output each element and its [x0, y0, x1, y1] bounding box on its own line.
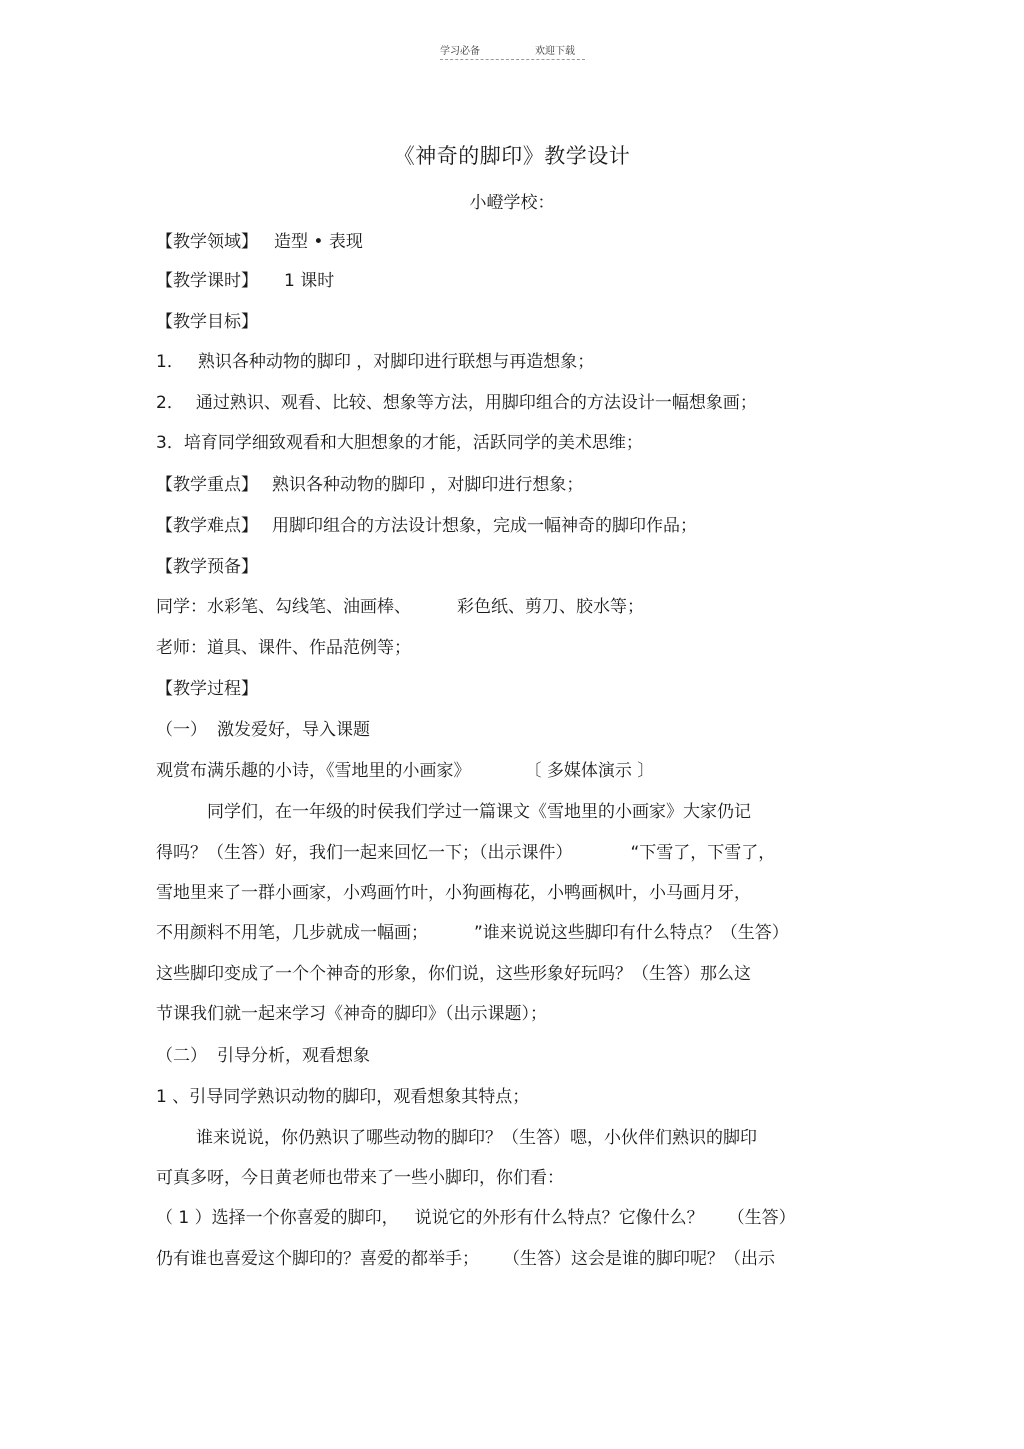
goal-text: 培育同学细致观看和大胆想象的才能，活跃同学的美术思维； — [183, 433, 643, 453]
goal-number: 1． — [156, 352, 184, 372]
para2-line-3-b: 说说它的外形有什么特点？它像什么？ — [414, 1208, 704, 1228]
header-right-text: 欢迎下载 — [535, 46, 575, 57]
para1-line-2 — [156, 841, 775, 865]
hours-value: 1 课时 — [284, 271, 335, 291]
poem-line-note: 〔 多媒体演示 〕 — [524, 761, 655, 781]
process-label: 【教学过程】 — [156, 679, 258, 699]
goal-number: 2． — [156, 393, 184, 413]
prep-students-part-a: 同学：水彩笔、勾线笔、油画棒、 — [156, 597, 411, 617]
para1-line-1: 同学们，在一年级的时侯我们学过一篇课文《雪地里的小画家》大家仍记 — [207, 802, 751, 822]
domain-label: 【教学领域】 — [156, 232, 258, 252]
domain-value: 造型 • 表现 — [274, 232, 363, 252]
goal-number: 3． — [156, 433, 184, 453]
goal-item-1 — [156, 350, 594, 374]
para2-line-3-a: （ 1 ）选择一个你喜爱的脚印， — [156, 1208, 399, 1228]
para2-line-3 — [156, 1206, 796, 1230]
difficulty-label: 【教学难点】 — [156, 516, 258, 536]
focus-label: 【教学重点】 — [156, 475, 258, 495]
hours-row — [156, 269, 334, 293]
header-left-text: 学习必备 — [440, 46, 480, 57]
header-divider — [440, 59, 585, 60]
section-2-number: （二） — [156, 1046, 207, 1066]
domain-row — [156, 230, 363, 254]
document-title: 《神奇的脚印》教学设计 — [393, 144, 631, 168]
goal-text: 通过熟识、观看、比较、想象等方法，用脚印组合的方法设计一幅想象画； — [195, 393, 757, 413]
para2-line-4-b: （生答）这会是谁的脚印呢？（出示 — [503, 1249, 775, 1269]
page-header — [440, 42, 585, 58]
para1-line-2-b: “下雪了，下雪了， — [630, 843, 776, 863]
focus-row — [156, 473, 583, 497]
prep-teacher: 老师：道具、课件、作品范例等； — [156, 638, 411, 658]
para2-line-2: 可真多呀，今日黄老师也带来了一些小脚印，你们看： — [156, 1168, 564, 1188]
goal-item-3 — [156, 431, 643, 455]
goal-text: 熟识各种动物的脚印 ，对脚印进行联想与再造想象； — [197, 352, 595, 372]
para1-line-4-a: 不用颜料不用笔，几步就成一幅画； — [156, 923, 428, 943]
section-2-heading — [156, 1044, 370, 1068]
para1-line-4-b: ”谁来说说这些脚印有什么特点？（生答） — [474, 923, 789, 943]
para2-line-4-a: 仍有谁也喜爱这个脚印的？喜爱的都举手； — [156, 1249, 479, 1269]
para2-line-1: 谁来说说，你仍熟识了哪些动物的脚印？（生答）嗯，小伙伴们熟识的脚印 — [196, 1128, 757, 1148]
para2-line-3-c: （生答） — [727, 1208, 796, 1228]
goal-item-2 — [156, 391, 757, 415]
section-2-title: 引导分析，观看想象 — [217, 1046, 370, 1066]
prep-students-part-b: 彩色纸、剪刀、胶水等； — [457, 597, 644, 617]
hours-label: 【教学课时】 — [156, 271, 258, 291]
section-1-heading — [156, 718, 370, 742]
school-name: 小嶝学校： — [469, 193, 555, 213]
para1-line-4 — [156, 921, 789, 945]
para1-line-2-a: 得吗？（生答）好，我们一起来回忆一下；（出示课件） — [156, 843, 573, 863]
item-1: 1 、引导同学熟识动物的脚印，观看想象其特点； — [156, 1087, 530, 1107]
poem-line — [156, 759, 654, 783]
difficulty-row — [156, 514, 697, 538]
difficulty-text: 用脚印组合的方法设计想象，完成一幅神奇的脚印作品； — [272, 516, 697, 536]
prep-label: 【教学预备】 — [156, 557, 258, 577]
para1-line-5: 这些脚印变成了一个个神奇的形象，你们说，这些形象好玩吗？（生答）那么这 — [156, 964, 751, 984]
prep-students — [156, 595, 644, 619]
section-1-title: 激发爱好，导入课题 — [217, 720, 370, 740]
para2-line-4 — [156, 1247, 775, 1271]
para1-line-6: 节课我们就一起来学习《神奇的脚印》（出示课题）； — [156, 1004, 547, 1024]
para1-line-3: 雪地里来了一群小画家，小鸡画竹叶，小狗画梅花，小鸭画枫叶，小马画月牙， — [156, 883, 751, 903]
section-1-number: （一） — [156, 720, 207, 740]
focus-text: 熟识各种动物的脚印 ，对脚印进行想象； — [272, 475, 584, 495]
poem-line-text: 观赏布满乐趣的小诗，《雪地里的小画家》 — [156, 761, 471, 781]
goals-label: 【教学目标】 — [156, 312, 258, 332]
